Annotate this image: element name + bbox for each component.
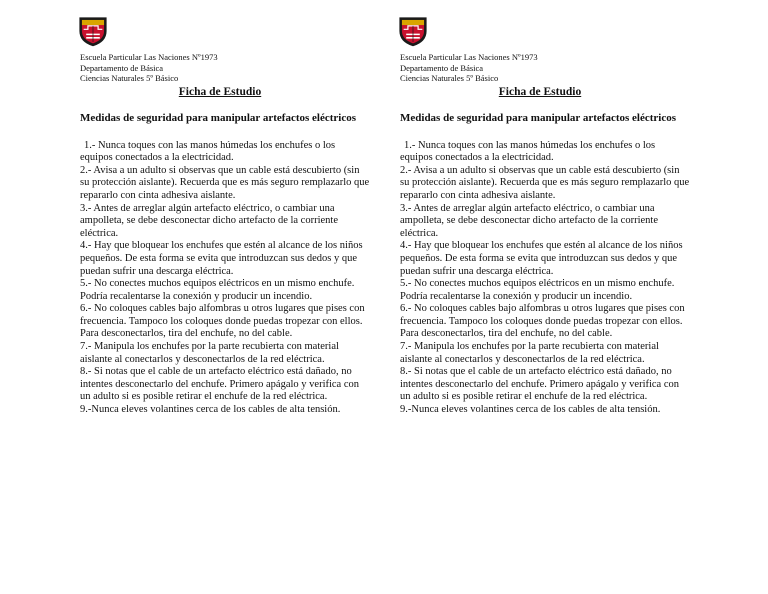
safety-rules-list	[80, 140, 370, 417]
rule-item: 8.- Si notas que el cable de un artefacto eléctrico está dañado, no intentes desconectarlo del enchufe. Primero apágalo y verifica con un adulto si es posible retirar el enchufe de la red eléctrica.	[400, 366, 680, 403]
department-name: Departamento de Básica	[80, 62, 164, 73]
rule-item: 7.- Manipula los enchufes por la parte recubierta con material aislante al conectarlos y desconectarlos de la red eléctrica.	[80, 341, 339, 365]
sheet-title: Ficha de Estudio	[498, 85, 582, 98]
rule-item: 9.-Nunca eleves volantines cerca de los cables de alta tensión.	[400, 404, 661, 416]
school-name: Escuela Particular Las Naciones Nº1973	[400, 52, 538, 62]
rule-item: 5.- No conectes muchos equipos eléctricos en un mismo enchufe. Podría recalentarse la conexión y producir un incendio.	[400, 278, 675, 302]
course-name: Ciencias Naturales 5º Básico	[80, 73, 179, 84]
rule-item: 6.- No coloques cables bajo alfombras u otros lugares que pises con frecuencia. Tampoco los coloques donde puedas tropezar con ellos. Para desconectarlos, tira del enchufe, no del cable.	[400, 303, 685, 340]
sheet-title: Ficha de Estudio	[178, 85, 262, 98]
topic-heading: Medidas de seguridad para manipular artefactos eléctricos	[80, 111, 356, 124]
school-crest-icon	[76, 14, 110, 48]
school-crest-icon	[396, 14, 430, 48]
study-sheet-left	[80, 14, 370, 417]
rule-item: 4.- Hay que bloquear los enchufes que estén al alcance de los niños pequeños. De esta forma se evita que introduzcan sus dedos y que puedan sufrir una descarga eléctrica.	[400, 240, 683, 277]
rule-item: 1.- Nunca toques con las manos húmedas los enchufes o los equipos conectados a la electricidad.	[80, 139, 336, 164]
rule-item: 3.- Antes de arreglar algún artefacto eléctrico, o cambiar una ampolleta, se debe desconectar dicho artefacto de la corriente eléctrica.	[80, 202, 338, 239]
rule-item: 2.- Avisa a un adulto si observas que un cable está descubierto (sin su protección aislante). Recuerda que es más seguro remplazarlo que repararlo con cinta adhesiva aislante.	[400, 164, 690, 201]
rule-item: 3.- Antes de arreglar algún artefacto eléctrico, o cambiar una ampolleta, se debe desconectar dicho artefacto de la corriente eléctrica.	[400, 202, 658, 239]
rule-item: 4.- Hay que bloquear los enchufes que estén al alcance de los niños pequeños. De esta forma se evita que introduzcan sus dedos y que puedan sufrir una descarga eléctrica.	[80, 240, 363, 277]
study-sheet-right	[400, 14, 690, 417]
school-name: Escuela Particular Las Naciones Nº1973	[80, 52, 218, 62]
rule-item: 6.- No coloques cables bajo alfombras u otros lugares que pises con frecuencia. Tampoco los coloques donde puedas tropezar con ellos. Para desconectarlos, tira del enchufe, no del cable.	[80, 303, 365, 340]
rule-item: 1.- Nunca toques con las manos húmedas los enchufes o los equipos conectados a la electricidad.	[400, 139, 656, 164]
safety-rules-list	[400, 140, 690, 417]
department-name: Departamento de Básica	[400, 62, 484, 73]
course-name: Ciencias Naturales 5º Básico	[400, 73, 499, 84]
rule-item: 8.- Si notas que el cable de un artefacto eléctrico está dañado, no intentes desconectarlo del enchufe. Primero apágalo y verifica con un adulto si es posible retirar el enchufe de la red eléctrica.	[80, 366, 360, 403]
rule-item: 9.-Nunca eleves volantines cerca de los cables de alta tensión.	[80, 404, 341, 416]
rule-item: 5.- No conectes muchos equipos eléctricos en un mismo enchufe. Podría recalentarse la conexión y producir un incendio.	[80, 278, 355, 302]
rule-item: 7.- Manipula los enchufes por la parte recubierta con material aislante al conectarlos y desconectarlos de la red eléctrica.	[400, 341, 659, 365]
topic-heading: Medidas de seguridad para manipular artefactos eléctricos	[400, 111, 676, 124]
rule-item: 2.- Avisa a un adulto si observas que un cable está descubierto (sin su protección aislante). Recuerda que es más seguro remplazarlo que repararlo con cinta adhesiva aislante.	[80, 164, 370, 201]
